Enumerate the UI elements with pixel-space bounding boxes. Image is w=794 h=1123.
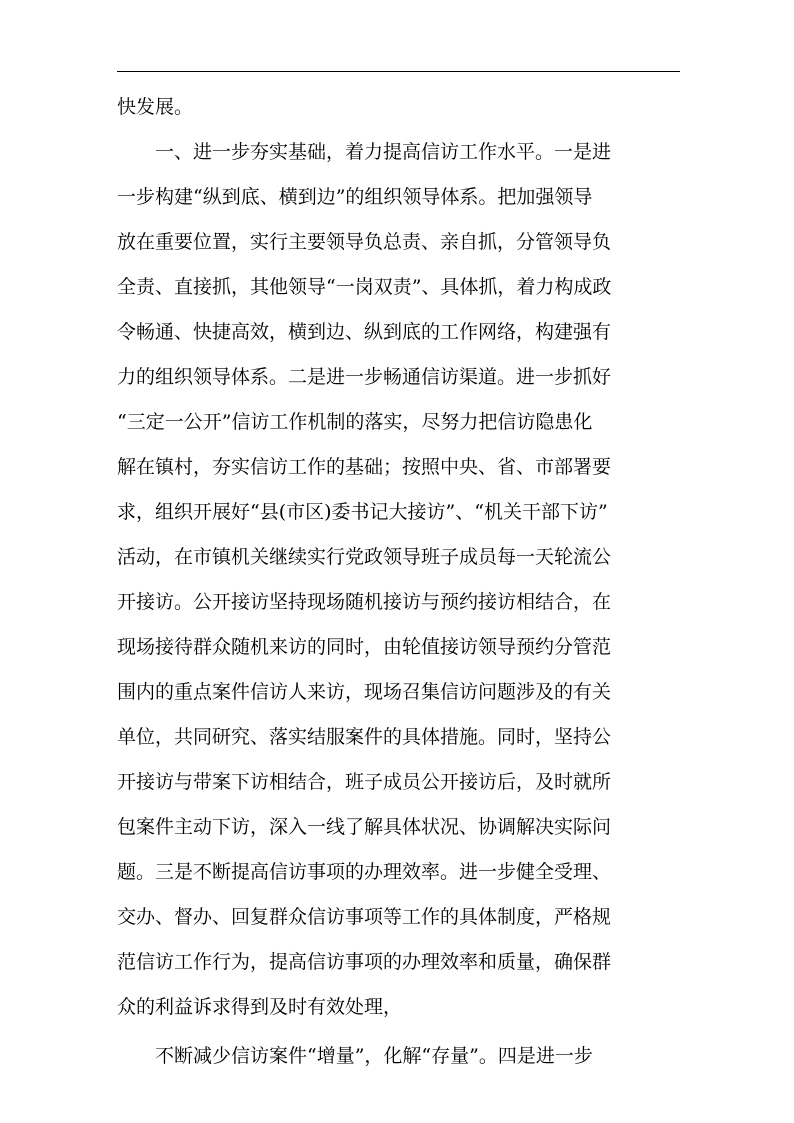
paragraph-first-line: 一、进一步夯实基础，着力提高信访工作水平。一是进	[155, 141, 612, 163]
text-line: 围内的重点案件信访人来访，现场召集信访问题涉及的有关	[117, 681, 612, 703]
paragraph-first-line: 不断减少信访案件“增量”，化解“存量”。四是进一步	[155, 1045, 593, 1067]
text-line: 单位，共同研究、落实结服案件的具体措施。同时，坚持公	[117, 726, 612, 748]
text-line: 求，组织开展好“县(市区)委书记大接访”、“机关干部下访”	[117, 501, 608, 523]
document-body	[117, 85, 680, 1079]
text-line: 现场接待群众随机来访的同时，由轮值接访领导预约分管范	[117, 636, 612, 658]
text-line: 交办、督办、回复群众信访事项等工作的具体制度，严格规	[117, 906, 612, 928]
text-line: 开接访与带案下访相结合，班子成员公开接访后，及时就所	[117, 771, 612, 793]
text-line: 活动，在市镇机关继续实行党政领导班子成员每一天轮流公	[117, 546, 612, 568]
text-line: 快发展。	[117, 96, 194, 118]
text-line: 力的组织领导体系。二是进一步畅通信访渠道。进一步抓好	[117, 366, 612, 388]
text-line: 全责、直接抓，其他领导“一岗双责”、具体抓，着力构成政	[117, 276, 612, 298]
text-line: 放在重要位置，实行主要领导负总责、亲自抓，分管领导负	[117, 231, 612, 253]
text-line: 令畅通、快捷高效，横到边、纵到底的工作网络，构建强有	[117, 321, 612, 343]
text-line: 解在镇村，夯实信访工作的基础；按照中央、省、市部署要	[117, 456, 612, 478]
header-rule	[117, 71, 680, 72]
text-line: “三定一公开”信访工作机制的落实，尽努力把信访隐患化	[117, 411, 593, 433]
text-line: 众的利益诉求得到及时有效处理，	[117, 996, 403, 1018]
text-line: 题。三是不断提高信访事项的办理效率。进一步健全受理、	[117, 861, 612, 883]
text-line: 一步构建“纵到底、横到边”的组织领导体系。把加强领导	[117, 186, 593, 208]
text-line: 范信访工作行为，提高信访事项的办理效率和质量，确保群	[117, 951, 612, 973]
text-line: 开接访。公开接访坚持现场随机接访与预约接访相结合，在	[117, 591, 612, 613]
text-line: 包案件主动下访，深入一线了解具体状况、协调解决实际问	[117, 816, 612, 838]
